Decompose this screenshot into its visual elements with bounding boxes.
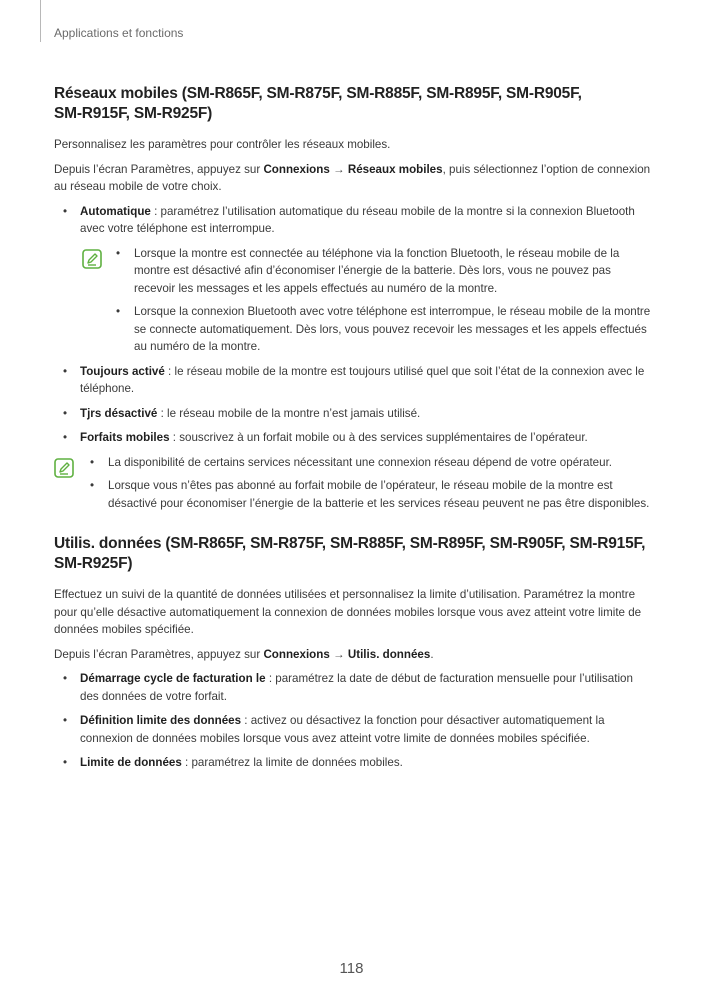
note-box [54, 245, 654, 356]
list-item: • Forfaits mobiles : souscrivez à un forfait mobile ou à des services supplémentaires de l’opérateur. [54, 429, 654, 447]
note-item: • Lorsque la montre est connectée au téléphone via la fonction Bluetooth, le réseau mobile de la montre est désactivé afin d’économiser l’énergie de la batterie. Dès lors, vous ne pouvez pas recevoir les messages et les appels effectués au numéro de la montre. [54, 245, 654, 298]
list-item: • Définition limite des données : activez ou désactivez la fonction pour désactiver automatiquement la connexion de données mobiles lorsque vous avez atteint votre limite de données mobiles spécifiée. [54, 712, 654, 747]
section-title-data-usage: Utilis. données (SM-R865F, SM-R875F, SM-R885F, SM-R895F, SM-R905F, SM-R915F, SM-R925F) [54, 535, 646, 572]
option-list [54, 670, 654, 772]
page-content [54, 84, 654, 779]
intro-paragraph: Effectuez un suivi de la quantité de données utilisées et personnalisez la limite d’utilisation. Paramétrez la montre pour qu’elle désactive automatiquement la connexion de données mobiles lorsque vous avez atteint votre limite de données mobiles spécifiée. [54, 588, 642, 636]
intro-paragraph: Personnalisez les paramètres pour contrôler les réseaux mobiles. [54, 138, 391, 151]
navigation-path: Depuis l’écran Paramètres, appuyez sur Connexions → Utilis. données. [54, 647, 434, 661]
note-item: • La disponibilité de certains services nécessitant une connexion réseau dépend de votre opérateur. [54, 454, 654, 472]
header-rule [40, 0, 41, 42]
note-list [54, 245, 654, 356]
page-number: 118 [339, 960, 364, 977]
running-header: Applications et fonctions [54, 26, 184, 40]
note-box [54, 454, 654, 513]
list-item: • Tjrs désactivé : le réseau mobile de la montre n’est jamais utilisé. [54, 405, 654, 423]
list-item: • Limite de données : paramétrez la limite de données mobiles. [54, 754, 654, 772]
option-list [54, 203, 654, 238]
option-list [54, 363, 654, 447]
list-item: • Automatique : paramétrez l’utilisation automatique du réseau mobile de la montre si la connexion Bluetooth avec votre téléphone est interrompue. [54, 203, 654, 238]
list-item: • Toujours activé : le réseau mobile de la montre est toujours utilisé quel que soit l’état de la connexion avec le téléphone. [54, 363, 654, 398]
list-item: • Démarrage cycle de facturation le : paramétrez la date de début de facturation mensuelle pour l’utilisation des données de votre forfait. [54, 670, 654, 705]
note-item: • Lorsque vous n’êtes pas abonné au forfait mobile de l’opérateur, le réseau mobile de la montre est désactivé pour économiser l’énergie de la batterie et les services réseau peuvent ne pas être disponibles. [54, 477, 654, 512]
note-item: • Lorsque la connexion Bluetooth avec votre téléphone est interrompue, le réseau mobile de la montre se connecte automatiquement. Dès lors, vous pouvez recevoir les messages et les appels effectués au numéro de la montre. [54, 303, 654, 356]
navigation-path: Depuis l’écran Paramètres, appuyez sur Connexions → Réseaux mobiles, puis sélectionnez l’option de connexion au réseau mobile de votre choix. [54, 162, 651, 193]
note-list [54, 454, 654, 513]
section-title-mobile-networks: Réseaux mobiles (SM-R865F, SM-R875F, SM-R885F, SM-R895F, SM-R905F, SM-R915F, SM-R925F) [54, 85, 582, 122]
